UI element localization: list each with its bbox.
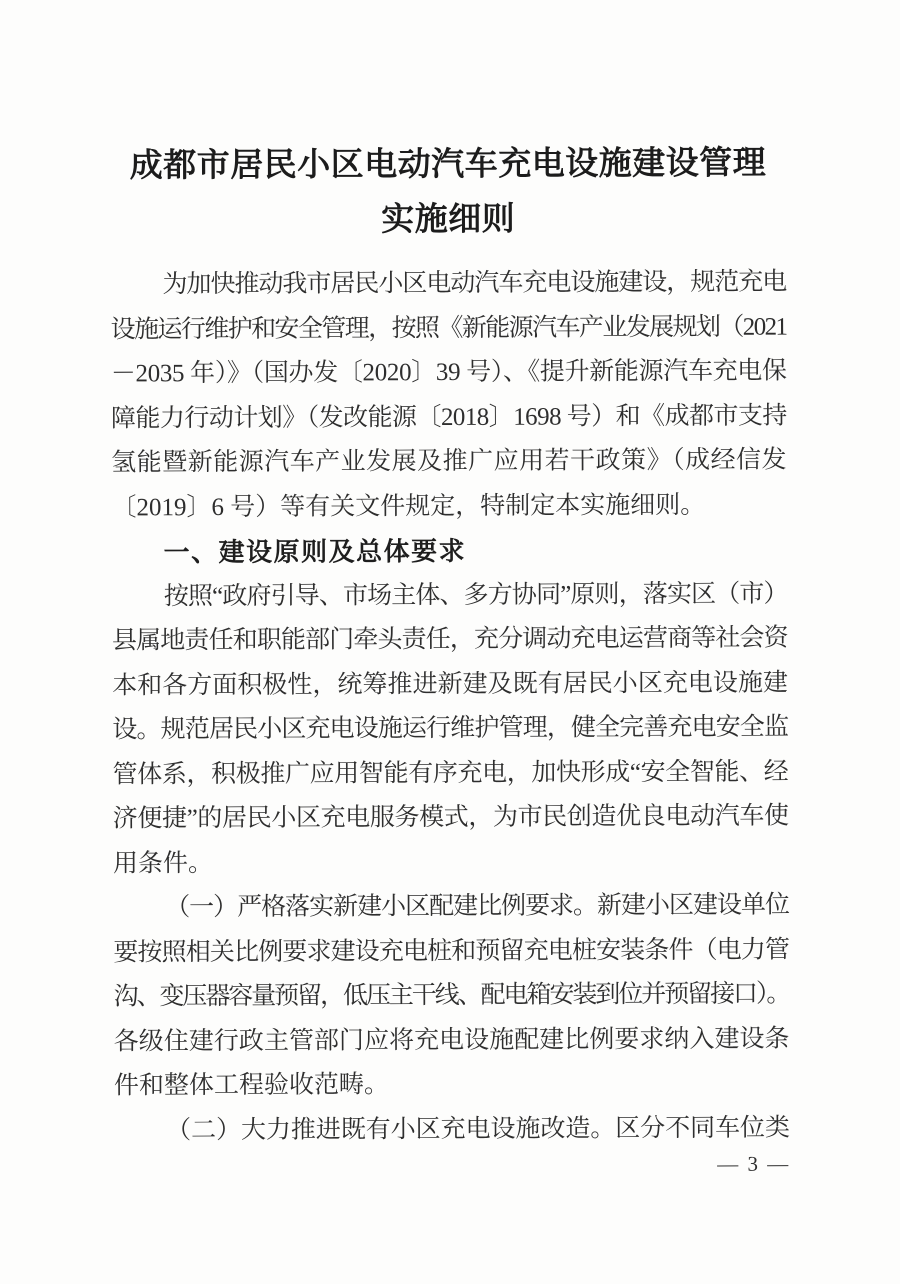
document-title — [0, 136, 898, 250]
paragraph-line-text: 按照“政府引导、市场主体、多方协同”原则，落实区（市） — [163, 580, 788, 610]
document-body — [110, 261, 790, 1154]
paragraph-line — [113, 928, 789, 975]
paragraph-line — [113, 973, 789, 1020]
paragraph-line-text: 本和各方面积极性，统筹推进新建及既有居民小区充电设施建 — [112, 669, 789, 699]
paragraph-line-text: （二）大力推进既有小区充电设施改造。区分不同车位类 — [166, 1114, 790, 1144]
paragraph-line-text: 氢能暨新能源汽车产业发展及推广应用若干政策》（成经信发 — [111, 446, 788, 477]
paragraph-line — [111, 483, 787, 530]
paragraph-line-text: （一）严格落实新建小区配建比例要求。新建小区建设单位 — [165, 891, 790, 922]
paragraph-line — [112, 750, 788, 797]
paragraph-line — [111, 394, 787, 441]
paragraph-line — [112, 661, 788, 708]
paragraph-line-text: 设。规范居民小区充电设施运行维护管理，健全完善充电安全监 — [112, 713, 789, 744]
section-heading-text: 一、建设原则及总体要求 — [163, 535, 467, 568]
paragraph-line-text: 为加快推动我市居民小区电动汽车充电设施建设，规范充电 — [162, 268, 787, 299]
document-title-line-2: 实施细则 — [381, 201, 516, 239]
paragraph-line — [112, 572, 788, 619]
paragraph-line — [112, 617, 788, 664]
paragraph-line — [110, 261, 786, 308]
paragraph-line-text: 要按照相关比例要求建设充电桩和预留充电桩安装条件（电力管 — [113, 936, 790, 966]
paragraph-line-text: 济便捷”的居民小区充电服务模式，为市民创造优良电动汽车使 — [112, 802, 789, 833]
paragraph-line-text: －2035 年）》（国办发〔2020〕39 号）、《提升新能源汽车充电保 — [110, 357, 787, 388]
paragraph-line — [114, 1106, 790, 1153]
page-number: — 3 — — [717, 1151, 791, 1176]
paragraph-line — [113, 839, 789, 886]
section-heading — [112, 528, 788, 575]
paragraph-line-text: 用条件。 — [112, 849, 214, 877]
paragraph-line-text: 件和整体工程验收范畴。 — [113, 1071, 390, 1100]
document-title-line-1: 成都市居民小区电动汽车充电设施建设管理 — [129, 145, 767, 185]
paragraph-line — [114, 1062, 790, 1109]
paragraph-line-text: 设施运行维护和安全管理，按照《新能源汽车产业发展规划（2021 — [110, 313, 787, 343]
paragraph-line — [111, 350, 787, 397]
paragraph-line — [113, 884, 789, 931]
paragraph-line-text: 管体系，积极推广应用智能有序充电，加快形成“安全智能、经 — [112, 758, 789, 788]
paragraph-line — [113, 795, 789, 842]
paragraph-line — [111, 439, 787, 486]
paragraph-line-text: 障能力行动计划》（发改能源〔2018〕1698 号）和《成都市支持 — [110, 402, 787, 432]
paragraph-line-text: 〔2019〕6 号）等有关文件规定，特制定本实施细则。 — [111, 491, 706, 521]
paragraph-line-text: 沟、变压器容量预留，低压主干线、配电箱安装到位并预留接口）。 — [113, 980, 790, 1011]
paragraph-line — [114, 1017, 790, 1064]
paragraph-line — [112, 706, 788, 753]
paragraph-line-text: 各级住建行政主管部门应将充电设施配建比例要求纳入建设条 — [113, 1025, 790, 1055]
paragraph-line — [111, 305, 787, 352]
paragraph-line-text: 县属地责任和职能部门牵头责任，充分调动充电运营商等社会资 — [111, 624, 788, 655]
